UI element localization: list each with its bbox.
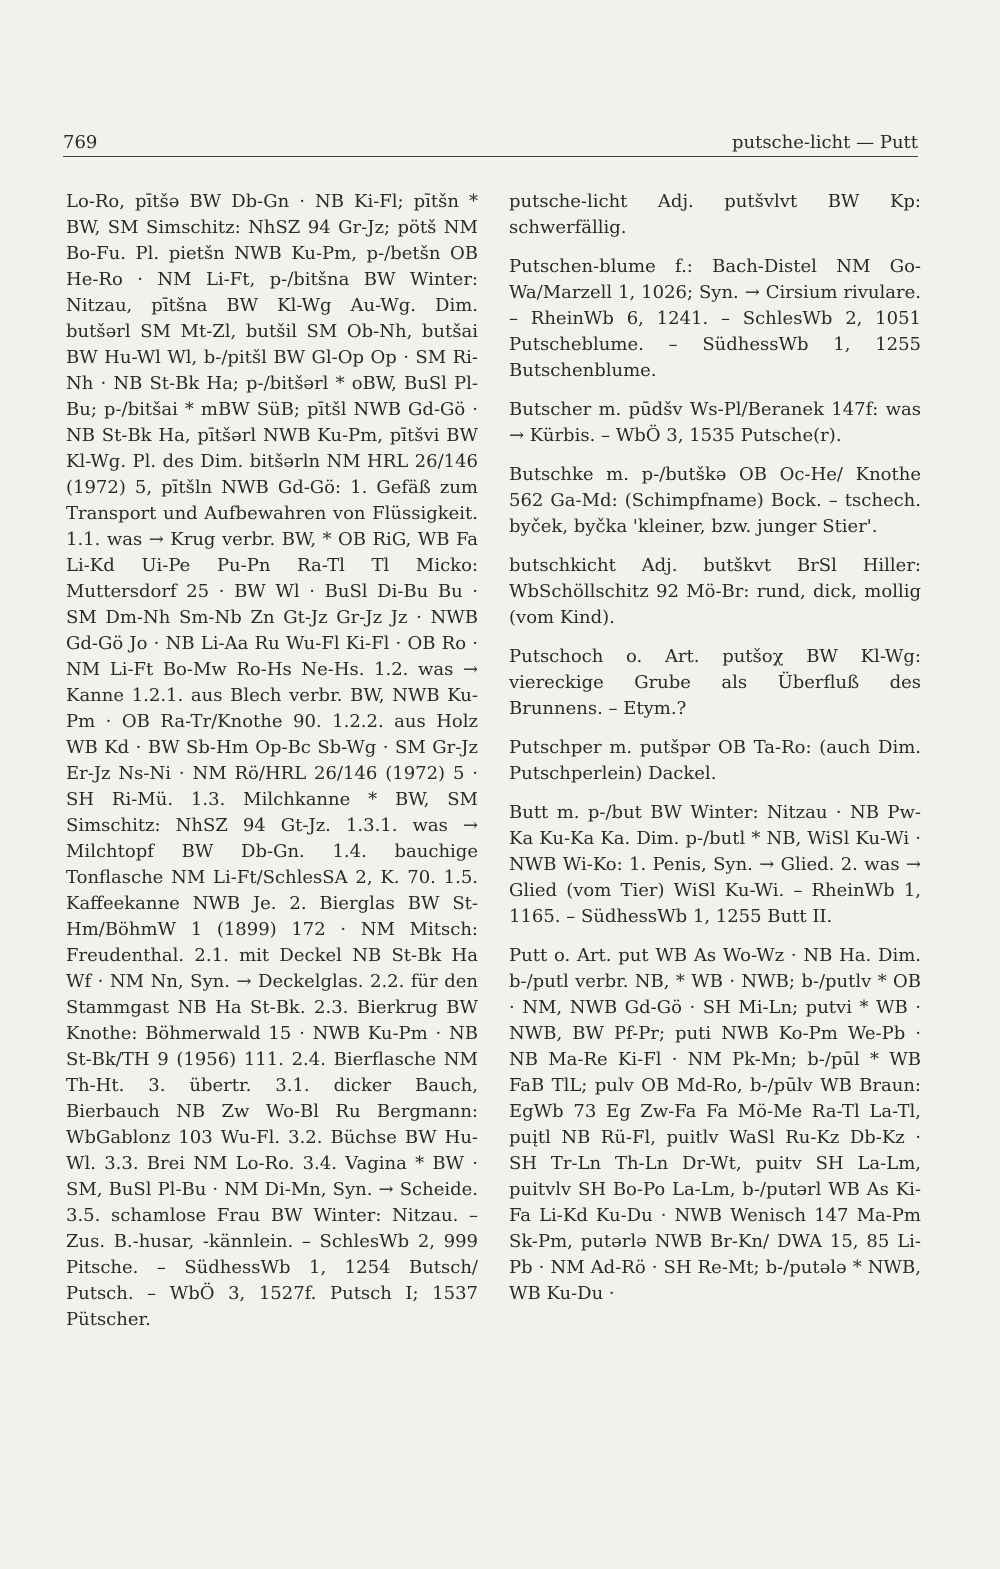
entry-putschoch: Putschoch o. Art. putšoχ BW Kl-Wg: viereckige Grube als Überfluß des Brunnens. – Etym.? [509, 646, 921, 719]
entry-putschper: Putschper m. putšpər OB Ta-Ro: (auch Dim. Putschperlein) Dackel. [509, 737, 921, 784]
entry-putsche-licht: putsche-licht Adj. putšvlvt BW Kp: schwerfällig. [509, 191, 921, 238]
running-head: putsche-licht — Putt [731, 132, 918, 153]
entry-putt: Putt o. Art. put WB As Wo-Wz · NB Ha. Dim. b-/putl verbr. NB, * WB · NWB; b-/putlv * OB · NM, NWB Gd-Gö · SH Mi-Ln; putvi * WB · NWB, BW Pf-Pr; puti NWB Ko-Pm We-Pb · NB Ma-Re Ki-Fl · NM Pk-Mn; b-/pūl * WB FaB TlL; pulv OB Md-Ro, b-/pūlv WB Braun: EgWb 73 Eg Zw-Fa Fa Mö-Me Ra-Tl La-Tl, puįtl NB Rü-Fl, puitlv WaSl Ru-Kz Db-Kz · SH Tr-Ln Th-Ln Dr-Wt, puitv SH La-Lm, puitvlv SH Bo-Po La-Lm, b-/putərl WB As Ki-Fa Li-Kd Ku-Du · NWB Wenisch 147 Ma-Pm Sk-Pm, putərlə NWB Br-Kn/ DWA 15, 85 Li-Pb · NM Ad-Rö · SH Re-Mt; b-/putələ * NWB, WB Ku-Du · [509, 945, 921, 1304]
page-header [63, 132, 918, 157]
right-column [509, 189, 921, 1307]
left-column [66, 189, 478, 1333]
entry-continuation: Lo-Ro, pītšə BW Db-Gn · NB Ki-Fl; pītšn * BW, SM Simschitz: NhSZ 94 Gr-Jz; pötš NM Bo-Fu. Pl. pietšn NWB Ku-Pm, p-/betšn OB He-Ro · NM Li-Ft, p-/bitšna BW Winter: Nitzau, pītšna BW Kl-Wg Au-Wg. Dim. butšərl SM Mt-Zl, butšil SM Ob-Nh, butšai BW Hu-Wl Wl, b-/pitšl BW Gl-Op Op · SM Ri-Nh · NB St-Bk Ha; p-/bitšərl * oBW, BuSl Pl-Bu; p-/bitšai * mBW SüB; pītšl NWB Gd-Gö · NB St-Bk Ha, pītšərl NWB Ku-Pm, pītšvi BW Kl-Wg. Pl. des Dim. bitšərln NM HRL 26/146 (1972) 5, pītšln NWB Gd-Gö: 1. Gefäß zum Transport und Aufbewahren von Flüssigkeit. 1.1. was → Krug verbr. BW, * OB RiG, WB Fa Li-Kd Ui-Pe Pu-Pn Ra-Tl Tl Micko: Muttersdorf 25 · BW Wl · BuSl Di-Bu Bu · SM Dm-Nh Sm-Nb Zn Gt-Jz Gr-Jz Jz · NWB Gd-Gö Jo · NB Li-Aa Ru Wu-Fl Ki-Fl · OB Ro · NM Li-Ft Bo-Mw Ro-Hs Ne-Hs. 1.2. was → Kanne 1.2.1. aus Blech verbr. BW, NWB Ku-Pm · OB Ra-Tr/Knothe 90. 1.2.2. aus Holz WB Kd · BW Sb-Hm Op-Bc Sb-Wg · SM Gr-Jz Er-Jz Ns-Ni · NM Rö/HRL 26/146 (1972) 5 · SH Ri-Mü. 1.3. Milchkanne * BW, SM Simschitz: NhSZ 94 Gt-Jz. 1.3.1. was → Milchtopf BW Db-Gn. 1.4. bauchige Tonflasche NM Li-Ft/SchlesSA 2, K. 70. 1.5. Kaffeekanne NWB Je. 2. Bierglas BW St-Hm/BöhmW 1 (1899) 172 · NM Mitsch: Freudenthal. 2.1. mit Deckel NB St-Bk Ha Wf · NM Nn, Syn. → Deckelglas. 2.2. für den Stammgast NB Ha St-Bk. 2.3. Bierkrug BW Knothe: Böhmerwald 15 · NWB Ku-Pm · NB St-Bk/TH 9 (1956) 111. 2.4. Bierflasche NM Th-Ht. 3. übertr. 3.1. dicker Bauch, Bierbauch NB Zw Wo-Bl Ru Bergmann: WbGablonz 103 Wu-Fl. 3.2. Büchse BW Hu-Wl. 3.3. Brei NM Lo-Ro. 3.4. Vagina * BW · SM, BuSl Pl-Bu · NM Di-Mn, Syn. → Scheide. 3.5. schamlose Frau BW Winter: Nitzau. – Zus. B.-husar, -kännlein. – SchlesWb 2, 999 Pitsche. – SüdhessWb 1, 1254 Butsch/ Putsch. – WbÖ 3, 1527f. Putsch I; 1537 Pütscher. [66, 191, 478, 1330]
entry-butschke: Butschke m. p-/butškə OB Oc-He/ Knothe 562 Ga-Md: (Schimpfname) Bock. – tschech. byček, byčka 'kleiner, bzw. junger Stier'. [509, 464, 921, 537]
entry-butscher: Butscher m. pūdšv Ws-Pl/Beranek 147f: was → Kürbis. – WbÖ 3, 1535 Putsche(r). [509, 399, 921, 446]
entry-butt: Butt m. p-/but BW Winter: Nitzau · NB Pw-Ka Ku-Ka Ka. Dim. p-/butl * NB, WiSl Ku-Wi · NWB Wi-Ko: 1. Penis, Syn. → Glied. 2. was → Glied (vom Tier) WiSl Ku-Wi. – RheinWb 1, 1165. – SüdhessWb 1, 1255 Butt II. [509, 802, 921, 927]
entry-putschen-blume: Putschen-blume f.: Bach-Distel NM Go-Wa/Marzell 1, 1026; Syn. → Cirsium rivulare. – RheinWb 6, 1241. – SchlesWb 2, 1051 Putscheblume. – SüdhessWb 1, 1255 Butschenblume. [509, 256, 921, 381]
page-number: 769 [63, 132, 98, 153]
entry-butschkicht: butschkicht Adj. butškvt BrSl Hiller: WbSchöllschitz 92 Mö-Br: rund, dick, mollig (vom Kind). [509, 555, 921, 628]
